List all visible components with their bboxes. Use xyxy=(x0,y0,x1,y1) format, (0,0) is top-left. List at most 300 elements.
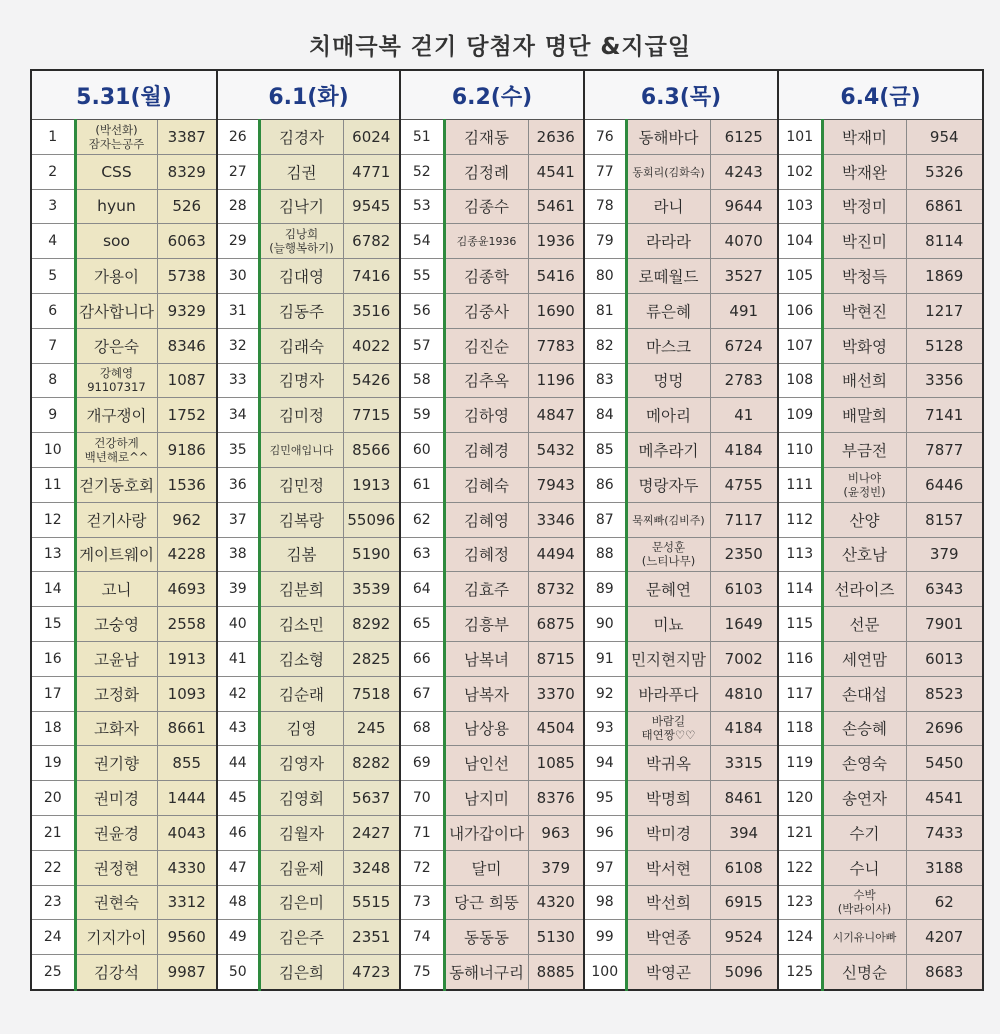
entry-steps: 2825 xyxy=(343,641,400,676)
entry-name: 박귀옥 xyxy=(626,746,710,781)
entry-number: 117 xyxy=(778,676,822,711)
entry-name: 문성훈 (느티나무) xyxy=(626,537,710,572)
table-row xyxy=(31,502,983,537)
entry-name: 김권 xyxy=(259,154,343,189)
entry-number: 23 xyxy=(31,885,75,920)
entry-name: 민지현지맘 xyxy=(626,641,710,676)
entry-steps: 6125 xyxy=(710,120,778,155)
entry-steps: 8461 xyxy=(710,781,778,816)
entry-name: 박청득 xyxy=(822,259,906,294)
entry-name: 박진미 xyxy=(822,224,906,259)
entry-name: 선문 xyxy=(822,607,906,642)
entry-name: 김재동 xyxy=(444,120,528,155)
table-row xyxy=(31,189,983,224)
entry-number: 37 xyxy=(217,502,259,537)
roster-body xyxy=(31,120,983,990)
entry-name: 바라푸다 xyxy=(626,676,710,711)
entry-number: 43 xyxy=(217,711,259,746)
entry-number: 98 xyxy=(584,885,626,920)
table-row xyxy=(31,398,983,433)
entry-steps: 2783 xyxy=(710,363,778,398)
entry-name: 명랑자두 xyxy=(626,467,710,502)
entry-name: soo xyxy=(75,224,157,259)
table-row xyxy=(31,746,983,781)
entry-number: 119 xyxy=(778,746,822,781)
entry-number: 67 xyxy=(400,676,444,711)
table-row xyxy=(31,885,983,920)
entry-steps: 8732 xyxy=(528,572,584,607)
entry-number: 100 xyxy=(584,955,626,990)
entry-number: 82 xyxy=(584,328,626,363)
entry-number: 93 xyxy=(584,711,626,746)
entry-number: 95 xyxy=(584,781,626,816)
entry-name: 류은혜 xyxy=(626,293,710,328)
entry-steps: 3539 xyxy=(343,572,400,607)
entry-steps: 1085 xyxy=(528,746,584,781)
entry-steps: 394 xyxy=(710,815,778,850)
entry-steps: 7901 xyxy=(906,607,983,642)
entry-steps: 2558 xyxy=(157,607,217,642)
entry-number: 115 xyxy=(778,607,822,642)
entry-number: 74 xyxy=(400,920,444,955)
entry-number: 33 xyxy=(217,363,259,398)
entry-name: 김월자 xyxy=(259,815,343,850)
entry-number: 71 xyxy=(400,815,444,850)
entry-number: 121 xyxy=(778,815,822,850)
entry-name: 김흥부 xyxy=(444,607,528,642)
entry-name: 김은희 xyxy=(259,955,343,990)
entry-name: 배선희 xyxy=(822,363,906,398)
entry-name: 김미정 xyxy=(259,398,343,433)
entry-steps: 4184 xyxy=(710,433,778,468)
entry-number: 75 xyxy=(400,955,444,990)
entry-name: 박명희 xyxy=(626,781,710,816)
entry-name: 김하영 xyxy=(444,398,528,433)
entry-number: 103 xyxy=(778,189,822,224)
entry-steps: 379 xyxy=(528,850,584,885)
entry-name: 강혜영 91107317 xyxy=(75,363,157,398)
entry-name: 고화자 xyxy=(75,711,157,746)
entry-steps: 2351 xyxy=(343,920,400,955)
entry-number: 38 xyxy=(217,537,259,572)
entry-name: 게이트웨이 xyxy=(75,537,157,572)
entry-steps: 5432 xyxy=(528,433,584,468)
entry-number: 76 xyxy=(584,120,626,155)
entry-steps: 526 xyxy=(157,189,217,224)
entry-steps: 8523 xyxy=(906,676,983,711)
entry-number: 61 xyxy=(400,467,444,502)
entry-name: 걷기사랑 xyxy=(75,502,157,537)
entry-name: 마스크 xyxy=(626,328,710,363)
entry-steps: 7002 xyxy=(710,641,778,676)
entry-steps: 4022 xyxy=(343,328,400,363)
entry-number: 30 xyxy=(217,259,259,294)
entry-steps: 3387 xyxy=(157,120,217,155)
entry-number: 85 xyxy=(584,433,626,468)
entry-steps: 6343 xyxy=(906,572,983,607)
entry-steps: 8292 xyxy=(343,607,400,642)
entry-number: 109 xyxy=(778,398,822,433)
entry-number: 83 xyxy=(584,363,626,398)
entry-name: 가용이 xyxy=(75,259,157,294)
entry-steps: 4504 xyxy=(528,711,584,746)
entry-number: 31 xyxy=(217,293,259,328)
entry-name: 수기 xyxy=(822,815,906,850)
entry-number: 54 xyxy=(400,224,444,259)
entry-number: 118 xyxy=(778,711,822,746)
entry-name: 권정현 xyxy=(75,850,157,885)
entry-steps: 8114 xyxy=(906,224,983,259)
entry-steps: 7117 xyxy=(710,502,778,537)
entry-name: hyun xyxy=(75,189,157,224)
entry-number: 42 xyxy=(217,676,259,711)
entry-number: 12 xyxy=(31,502,75,537)
entry-name: 문혜연 xyxy=(626,572,710,607)
entry-name: 박영곤 xyxy=(626,955,710,990)
entry-name: 김영 xyxy=(259,711,343,746)
entry-steps: 7141 xyxy=(906,398,983,433)
entry-name: 김동주 xyxy=(259,293,343,328)
entry-name: 세연맘 xyxy=(822,641,906,676)
entry-number: 84 xyxy=(584,398,626,433)
entry-steps: 9186 xyxy=(157,433,217,468)
entry-number: 25 xyxy=(31,955,75,990)
entry-steps: 3315 xyxy=(710,746,778,781)
entry-number: 55 xyxy=(400,259,444,294)
entry-name: 김분희 xyxy=(259,572,343,607)
table-row xyxy=(31,572,983,607)
entry-number: 57 xyxy=(400,328,444,363)
entry-steps: 6875 xyxy=(528,607,584,642)
entry-name: 남복녀 xyxy=(444,641,528,676)
entry-steps: 5096 xyxy=(710,955,778,990)
entry-number: 73 xyxy=(400,885,444,920)
entry-steps: 55096 xyxy=(343,502,400,537)
entry-number: 124 xyxy=(778,920,822,955)
entry-steps: 3248 xyxy=(343,850,400,885)
entry-name: 고윤남 xyxy=(75,641,157,676)
entry-steps: 8683 xyxy=(906,955,983,990)
entry-steps: 3312 xyxy=(157,885,217,920)
entry-steps: 3527 xyxy=(710,259,778,294)
entry-number: 101 xyxy=(778,120,822,155)
entry-number: 120 xyxy=(778,781,822,816)
entry-steps: 1936 xyxy=(528,224,584,259)
entry-number: 106 xyxy=(778,293,822,328)
entry-steps: 4330 xyxy=(157,850,217,885)
entry-steps: 1752 xyxy=(157,398,217,433)
entry-steps: 5637 xyxy=(343,781,400,816)
entry-name: 비나야 (윤정빈) xyxy=(822,467,906,502)
entry-name: 권현숙 xyxy=(75,885,157,920)
entry-number: 78 xyxy=(584,189,626,224)
entry-steps: 962 xyxy=(157,502,217,537)
entry-number: 13 xyxy=(31,537,75,572)
entry-number: 64 xyxy=(400,572,444,607)
entry-name: 박연종 xyxy=(626,920,710,955)
entry-number: 113 xyxy=(778,537,822,572)
entry-number: 87 xyxy=(584,502,626,537)
entry-steps: 9524 xyxy=(710,920,778,955)
entry-name: 김강석 xyxy=(75,955,157,990)
entry-steps: 6724 xyxy=(710,328,778,363)
entry-name: 건강하게 백년해로^^ xyxy=(75,433,157,468)
date-header: 5.31(월) xyxy=(31,70,217,120)
entry-steps: 7433 xyxy=(906,815,983,850)
entry-name: 김대영 xyxy=(259,259,343,294)
entry-number: 52 xyxy=(400,154,444,189)
entry-steps: 1869 xyxy=(906,259,983,294)
table-row xyxy=(31,641,983,676)
entry-number: 29 xyxy=(217,224,259,259)
entry-name: 김영회 xyxy=(259,781,343,816)
entry-number: 99 xyxy=(584,920,626,955)
entry-steps: 4320 xyxy=(528,885,584,920)
entry-number: 20 xyxy=(31,781,75,816)
entry-steps: 4810 xyxy=(710,676,778,711)
entry-steps: 1649 xyxy=(710,607,778,642)
entry-name: 김진순 xyxy=(444,328,528,363)
entry-number: 35 xyxy=(217,433,259,468)
entry-number: 28 xyxy=(217,189,259,224)
entry-steps: 954 xyxy=(906,120,983,155)
table-row xyxy=(31,467,983,502)
entry-name: 고숭영 xyxy=(75,607,157,642)
entry-steps: 4243 xyxy=(710,154,778,189)
entry-number: 40 xyxy=(217,607,259,642)
entry-number: 45 xyxy=(217,781,259,816)
entry-number: 122 xyxy=(778,850,822,885)
entry-name: 손영숙 xyxy=(822,746,906,781)
entry-steps: 1196 xyxy=(528,363,584,398)
entry-number: 59 xyxy=(400,398,444,433)
entry-name: 김복랑 xyxy=(259,502,343,537)
entry-name: 김혜숙 xyxy=(444,467,528,502)
entry-number: 70 xyxy=(400,781,444,816)
entry-name: 시기유니아빠 xyxy=(822,920,906,955)
date-header: 6.2(수) xyxy=(400,70,584,120)
entry-number: 36 xyxy=(217,467,259,502)
entry-name: 동회리(김화숙) xyxy=(626,154,710,189)
entry-steps: 4228 xyxy=(157,537,217,572)
entry-steps: 5450 xyxy=(906,746,983,781)
entry-steps: 5738 xyxy=(157,259,217,294)
entry-name: 김추옥 xyxy=(444,363,528,398)
entry-steps: 245 xyxy=(343,711,400,746)
entry-steps: 491 xyxy=(710,293,778,328)
entry-name: 남지미 xyxy=(444,781,528,816)
entry-number: 89 xyxy=(584,572,626,607)
entry-name: 개구쟁이 xyxy=(75,398,157,433)
entry-number: 44 xyxy=(217,746,259,781)
entry-steps: 5326 xyxy=(906,154,983,189)
entry-steps: 8661 xyxy=(157,711,217,746)
entry-steps: 5515 xyxy=(343,885,400,920)
table-row xyxy=(31,537,983,572)
entry-steps: 9644 xyxy=(710,189,778,224)
entry-name: 내가갑이다 xyxy=(444,815,528,850)
entry-name: 산양 xyxy=(822,502,906,537)
entry-number: 66 xyxy=(400,641,444,676)
entry-number: 18 xyxy=(31,711,75,746)
entry-number: 53 xyxy=(400,189,444,224)
entry-number: 27 xyxy=(217,154,259,189)
entry-name: 미뇨 xyxy=(626,607,710,642)
entry-steps: 3346 xyxy=(528,502,584,537)
entry-name: 동해너구리 xyxy=(444,955,528,990)
entry-name: 권기향 xyxy=(75,746,157,781)
entry-number: 26 xyxy=(217,120,259,155)
entry-name: 권윤경 xyxy=(75,815,157,850)
page-title: 치매극복 걷기 당첨자 명단 &지급일 xyxy=(308,34,692,60)
entry-name: 남인선 xyxy=(444,746,528,781)
entry-number: 91 xyxy=(584,641,626,676)
table-row xyxy=(31,781,983,816)
entry-number: 63 xyxy=(400,537,444,572)
table-row xyxy=(31,120,983,155)
entry-number: 2 xyxy=(31,154,75,189)
entry-name: 수니 xyxy=(822,850,906,885)
entry-name: 김종수 xyxy=(444,189,528,224)
entry-number: 104 xyxy=(778,224,822,259)
entry-name: 메추라기 xyxy=(626,433,710,468)
entry-number: 88 xyxy=(584,537,626,572)
entry-name: 송연자 xyxy=(822,781,906,816)
entry-number: 47 xyxy=(217,850,259,885)
entry-number: 80 xyxy=(584,259,626,294)
entry-name: 남복자 xyxy=(444,676,528,711)
entry-steps: 6782 xyxy=(343,224,400,259)
table-row xyxy=(31,676,983,711)
entry-number: 16 xyxy=(31,641,75,676)
entry-number: 125 xyxy=(778,955,822,990)
entry-name: 선라이즈 xyxy=(822,572,906,607)
entry-steps: 6108 xyxy=(710,850,778,885)
entry-steps: 4693 xyxy=(157,572,217,607)
entry-steps: 4207 xyxy=(906,920,983,955)
entry-steps: 4541 xyxy=(528,154,584,189)
table-row xyxy=(31,711,983,746)
entry-number: 116 xyxy=(778,641,822,676)
entry-number: 1 xyxy=(31,120,75,155)
entry-number: 22 xyxy=(31,850,75,885)
entry-name: 묵찌빠(김비주) xyxy=(626,502,710,537)
entry-name: 김영자 xyxy=(259,746,343,781)
table-row xyxy=(31,850,983,885)
table-row xyxy=(31,815,983,850)
entry-name: 신명순 xyxy=(822,955,906,990)
entry-name: 김혜정 xyxy=(444,537,528,572)
entry-number: 96 xyxy=(584,815,626,850)
entry-name: 권미경 xyxy=(75,781,157,816)
entry-name: 김종학 xyxy=(444,259,528,294)
date-header: 6.3(목) xyxy=(584,70,778,120)
entry-number: 46 xyxy=(217,815,259,850)
entry-name: 산호남 xyxy=(822,537,906,572)
table-row xyxy=(31,920,983,955)
entry-steps: 4070 xyxy=(710,224,778,259)
entry-name: 부금전 xyxy=(822,433,906,468)
entry-number: 114 xyxy=(778,572,822,607)
entry-steps: 1690 xyxy=(528,293,584,328)
entry-name: 메아리 xyxy=(626,398,710,433)
entry-name: 김민애입니다 xyxy=(259,433,343,468)
entry-name: 김윤제 xyxy=(259,850,343,885)
entry-number: 102 xyxy=(778,154,822,189)
entry-number: 107 xyxy=(778,328,822,363)
entry-number: 5 xyxy=(31,259,75,294)
entry-name: 수박 (박라이사) xyxy=(822,885,906,920)
entry-number: 32 xyxy=(217,328,259,363)
entry-steps: 3370 xyxy=(528,676,584,711)
date-header: 6.4(금) xyxy=(778,70,983,120)
entry-steps: 963 xyxy=(528,815,584,850)
entry-number: 56 xyxy=(400,293,444,328)
entry-steps: 4723 xyxy=(343,955,400,990)
entry-name: 걷기동호회 xyxy=(75,467,157,502)
table-row xyxy=(31,224,983,259)
entry-steps: 8282 xyxy=(343,746,400,781)
entry-steps: 9560 xyxy=(157,920,217,955)
table-row xyxy=(31,433,983,468)
entry-name: 동해바다 xyxy=(626,120,710,155)
entry-number: 39 xyxy=(217,572,259,607)
entry-number: 90 xyxy=(584,607,626,642)
entry-number: 111 xyxy=(778,467,822,502)
entry-steps: 9545 xyxy=(343,189,400,224)
date-header-row xyxy=(31,70,983,120)
entry-steps: 4043 xyxy=(157,815,217,850)
entry-number: 94 xyxy=(584,746,626,781)
entry-name: 박현진 xyxy=(822,293,906,328)
entry-steps: 855 xyxy=(157,746,217,781)
entry-number: 79 xyxy=(584,224,626,259)
entry-steps: 6861 xyxy=(906,189,983,224)
entry-number: 10 xyxy=(31,433,75,468)
entry-number: 110 xyxy=(778,433,822,468)
entry-name: 박정미 xyxy=(822,189,906,224)
entry-number: 15 xyxy=(31,607,75,642)
entry-steps: 2636 xyxy=(528,120,584,155)
table-row xyxy=(31,293,983,328)
entry-steps: 2427 xyxy=(343,815,400,850)
entry-name: 기지가이 xyxy=(75,920,157,955)
winner-roster-table xyxy=(30,69,984,991)
entry-name: 김효주 xyxy=(444,572,528,607)
entry-name: 남상용 xyxy=(444,711,528,746)
entry-number: 14 xyxy=(31,572,75,607)
entry-steps: 8329 xyxy=(157,154,217,189)
entry-steps: 3188 xyxy=(906,850,983,885)
entry-name: 김은미 xyxy=(259,885,343,920)
entry-number: 86 xyxy=(584,467,626,502)
entry-number: 92 xyxy=(584,676,626,711)
entry-number: 105 xyxy=(778,259,822,294)
entry-steps: 1913 xyxy=(157,641,217,676)
entry-name: 김소민 xyxy=(259,607,343,642)
entry-steps: 8157 xyxy=(906,502,983,537)
date-header: 6.1(화) xyxy=(217,70,400,120)
entry-steps: 8715 xyxy=(528,641,584,676)
entry-number: 21 xyxy=(31,815,75,850)
entry-name: 김낭희 (늘행복하기) xyxy=(259,224,343,259)
entry-number: 62 xyxy=(400,502,444,537)
entry-name: 박선희 xyxy=(626,885,710,920)
entry-steps: 5128 xyxy=(906,328,983,363)
entry-name: 강은숙 xyxy=(75,328,157,363)
entry-name: 김봄 xyxy=(259,537,343,572)
entry-number: 60 xyxy=(400,433,444,468)
